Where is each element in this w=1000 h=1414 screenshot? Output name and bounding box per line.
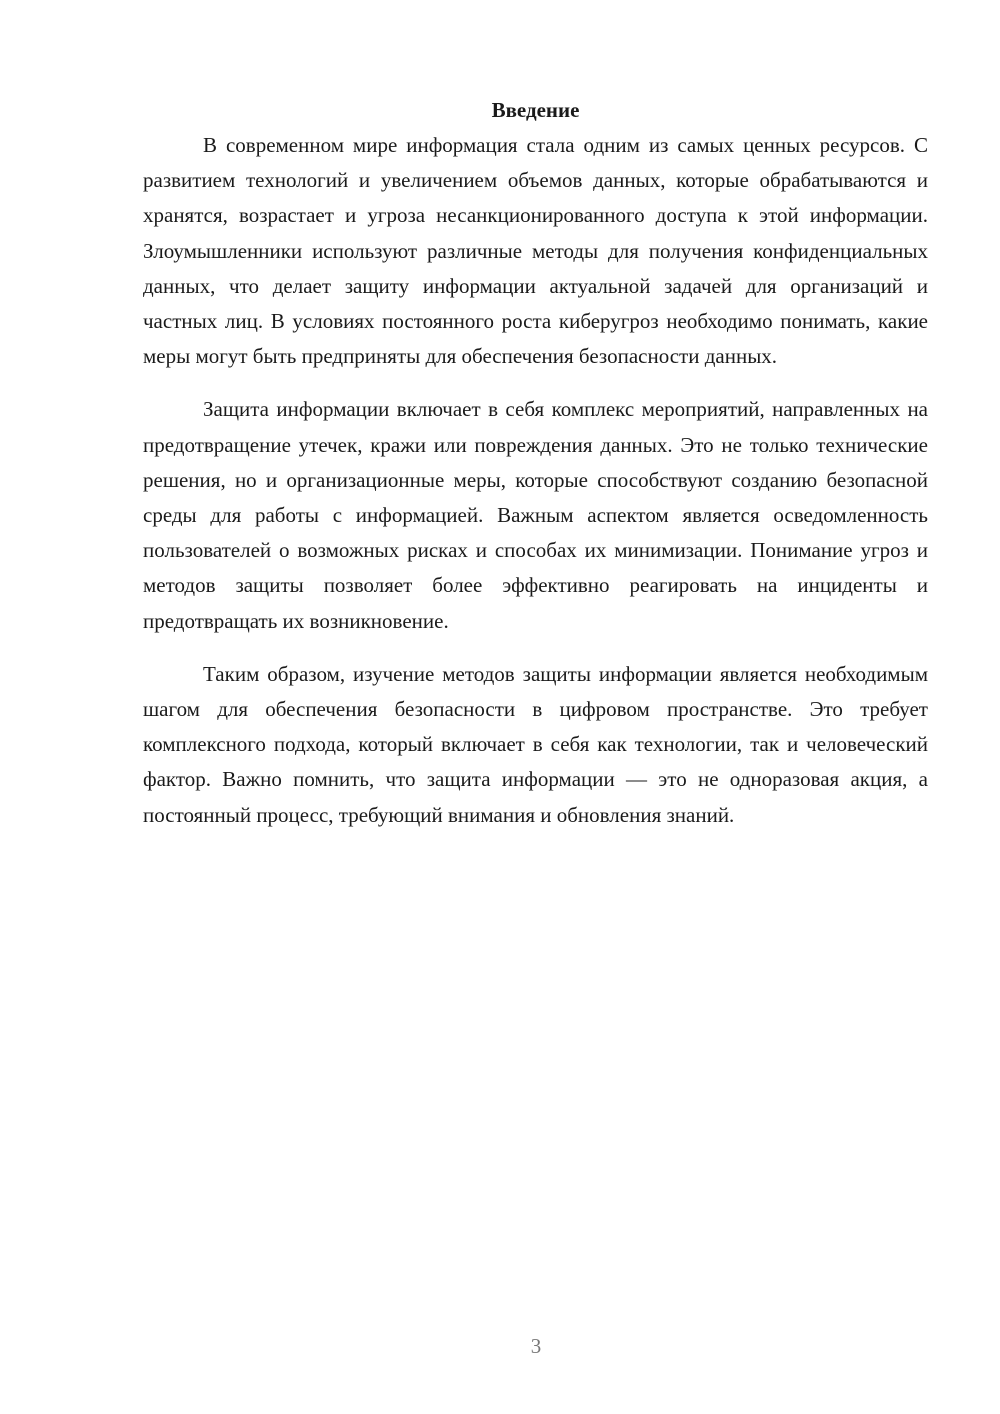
paragraph-2: Защита информации включает в себя комплекс мероприятий, направленных на предотвращение утечек, кражи или повреждения данных. Это не только технические решения, но и организационные меры, которые способствуют созданию безопасной среды для работы с информацией. Важным аспектом является осведомленность пользователей о возможных рисках и способах их минимизации. Понимание угроз и методов защиты позволяет более эффективно реагировать на инциденты и предотвращать их возникновение. <box>143 397 928 633</box>
page-number: 3 <box>530 1334 542 1358</box>
paragraph-3: Таким образом, изучение методов защиты информации является необходимым шагом для обеспечения безопасности в цифровом пространстве. Это требует комплексного подхода, который включает в себя как технологии, так и человеческий фактор. Важно помнить, что защита информации — это не одноразовая акция, а постоянный процесс, требующий внимания и обновления знаний. <box>143 661 928 827</box>
page-content <box>143 93 928 833</box>
section-title: Введение <box>491 98 580 122</box>
paragraph-1: В современном мире информация стала одним из самых ценных ресурсов. С развитием технологий и увеличением объемов данных, которые обрабатываются и хранятся, возрастает и угроза несанкционированного доступа к этой информации. Злоумышленники используют различные методы для получения конфиденциальных данных, что делает защиту информации актуальной задачей для организаций и частных лиц. В условиях постоянного роста киберугроз необходимо понимать, какие меры могут быть предприняты для обеспечения безопасности данных. <box>143 133 928 369</box>
